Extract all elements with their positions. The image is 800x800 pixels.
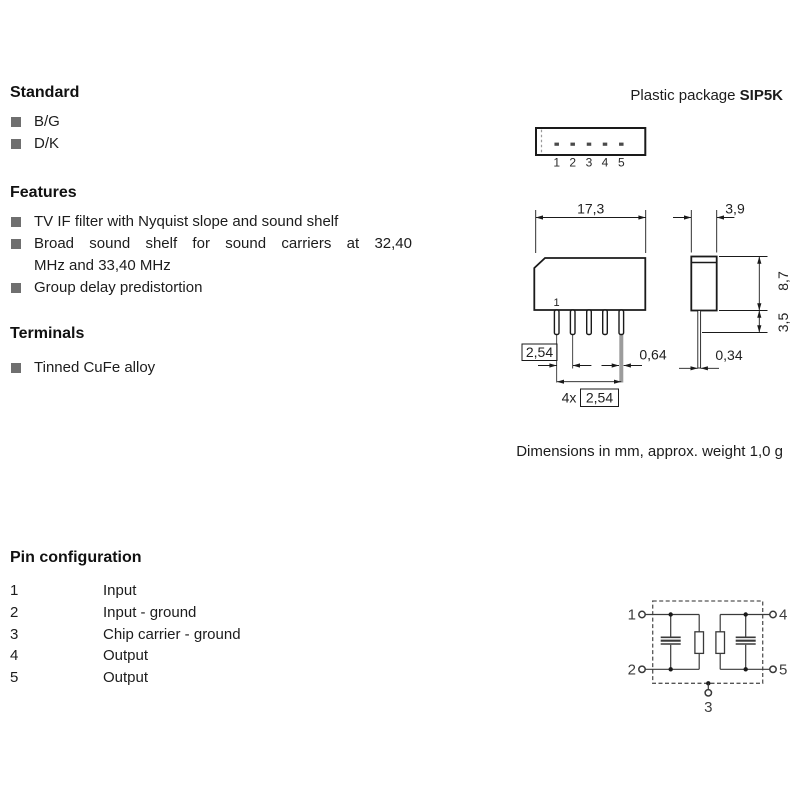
- schematic-terminal-label-5: 5: [779, 661, 788, 679]
- bullet-square-icon: [11, 239, 21, 249]
- dim-pin-length: 3,5: [775, 312, 791, 333]
- equivalent-circuit-schematic: [615, 595, 800, 725]
- dim-pin-thickness: 0,34: [715, 347, 743, 363]
- pin-function: Output: [103, 669, 149, 687]
- terminals-list: [10, 357, 155, 379]
- feature-item-label: Group delay predistortion: [34, 279, 203, 296]
- features-heading: Features: [10, 184, 77, 201]
- list-item: [10, 357, 155, 379]
- package-top-view: [536, 128, 645, 170]
- standard-list: [10, 111, 79, 155]
- output-transducer-capacitor-icon: [736, 615, 756, 670]
- pin-function: Chip carrier - ground: [103, 625, 241, 643]
- pin-function: Output: [103, 647, 149, 665]
- front-view-pin1-mark: 1: [553, 297, 560, 309]
- input-transducer-capacitor-icon: [661, 615, 681, 670]
- bullet-square-icon: [11, 139, 21, 149]
- standard-item-label: B/G: [34, 113, 60, 130]
- bullet-square-icon: [11, 217, 21, 227]
- standard-heading: Standard: [10, 84, 80, 101]
- package-side-view: [673, 201, 791, 371]
- standard-section: [10, 84, 79, 155]
- package-outline-drawing: [505, 110, 800, 420]
- dim-pin-width: 0,64: [639, 346, 667, 363]
- package-name: SIP5K: [739, 87, 783, 104]
- list-item: [10, 277, 412, 299]
- list-item: [10, 211, 412, 233]
- schematic-terminal-label-1: 1: [627, 606, 636, 624]
- bullet-square-icon: [11, 117, 21, 127]
- terminals-section: [10, 325, 155, 379]
- top-view-pin-number: 5: [617, 155, 625, 170]
- feature-item-label-line1: Broad sound shelf for sound carriers at 32,40: [34, 235, 412, 252]
- pin-configuration-heading: Pin configuration: [10, 549, 142, 566]
- top-view-pin-number: 2: [569, 155, 577, 170]
- features-section: [10, 184, 412, 299]
- pin-number: 4: [10, 647, 19, 665]
- dimensions-note: Dimensions in mm, approx. weight 1,0 g: [516, 443, 783, 460]
- feature-item-label-line2: MHz and 33,40 MHz: [34, 257, 171, 274]
- pin-number: 2: [10, 603, 19, 621]
- top-view-pin-number: 4: [601, 155, 609, 170]
- table-row: [10, 667, 241, 689]
- dim-body-width: 17,3: [577, 200, 605, 217]
- dim-pin-pitch: 2,54: [525, 344, 554, 360]
- terminals-heading: Terminals: [10, 325, 85, 342]
- pin-function: Input: [103, 582, 137, 599]
- table-row: [10, 645, 241, 667]
- pin-number: 5: [10, 669, 19, 687]
- bullet-square-icon: [11, 363, 21, 373]
- table-row: [10, 624, 241, 646]
- package-front-view: [522, 201, 667, 407]
- input-resistor-icon: [695, 615, 704, 670]
- top-view-pin-number: 3: [585, 155, 593, 170]
- pin-configuration-table: [10, 580, 241, 689]
- dim-body-height: 8,7: [775, 271, 791, 291]
- dim-body-depth: 3,9: [725, 200, 745, 217]
- features-list: [10, 211, 412, 299]
- pin-function: Input - ground: [103, 603, 197, 621]
- package-title-prefix: Plastic package: [630, 87, 740, 104]
- junction-dots: [669, 612, 748, 685]
- pin-configuration-section: [10, 549, 241, 689]
- list-item: [10, 133, 79, 155]
- top-view-pin-number: 1: [553, 155, 561, 170]
- output-resistor-icon: [716, 615, 725, 670]
- table-row: [10, 580, 241, 602]
- dim-pin-pitch-total: 2,54: [585, 389, 614, 406]
- list-item: [10, 111, 79, 133]
- front-view-pins: [554, 310, 623, 335]
- terminal-item-label: Tinned CuFe alloy: [34, 359, 156, 376]
- pin-number: 3: [10, 625, 19, 643]
- standard-item-label: D/K: [34, 135, 60, 152]
- table-row: [10, 602, 241, 624]
- package-title: [630, 87, 783, 104]
- feature-item-label: TV IF filter with Nyquist slope and sound shelf: [34, 213, 339, 230]
- pin-number: 1: [10, 582, 19, 599]
- list-item: [10, 233, 412, 277]
- bullet-square-icon: [11, 283, 21, 293]
- schematic-terminal-label-3: 3: [704, 699, 713, 716]
- schematic-terminal-label-2: 2: [627, 661, 636, 679]
- schematic-terminal-label-4: 4: [779, 606, 788, 624]
- dim-pitch-count: 4x: [561, 389, 577, 406]
